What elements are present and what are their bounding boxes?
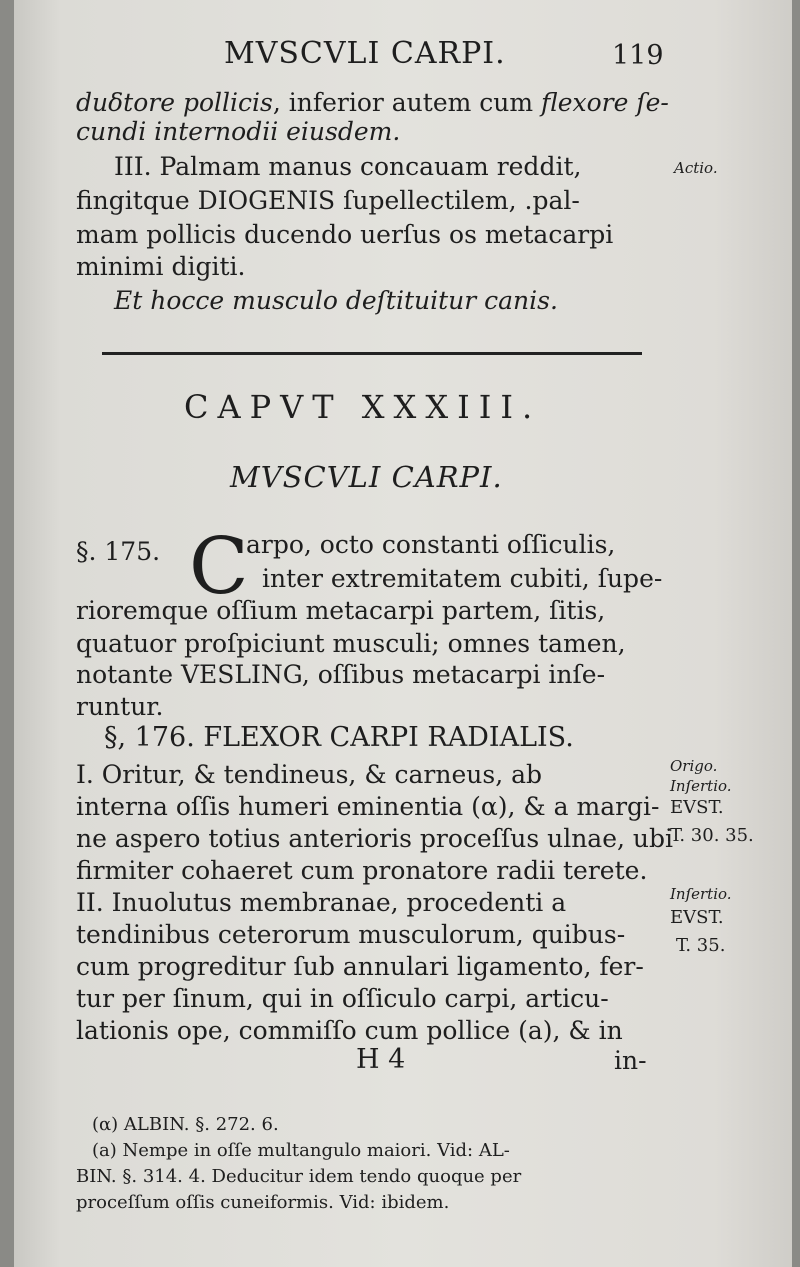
footnote: (α) ALBIN. §. 272. 6. — [92, 1114, 279, 1135]
text-line: I. Oritur, & tendineus, & carneus, ab — [76, 760, 543, 789]
text-line: cundi internodii eiusdem. — [76, 117, 401, 146]
text-line: tendinibus ceterorum musculorum, quibus- — [76, 920, 626, 949]
chapter-subtitle: MVSCVLI CARPI. — [230, 460, 503, 494]
text-line: III. Palmam manus concauam reddit, — [114, 152, 582, 181]
book-page — [14, 0, 792, 1267]
section-number: §. 175. — [76, 537, 161, 566]
text-line: notante VESLING, oſſibus metacarpi inſe- — [76, 660, 606, 689]
text-line: lationis ope, commiſſo cum pollice (a), & in — [76, 1016, 623, 1045]
catchword: in- — [614, 1046, 647, 1075]
margin-note-eust: EVST. — [670, 797, 724, 818]
text-line: firmiter cohaeret cum pronatore radii terete. — [76, 856, 648, 885]
text-line: rioremque oſſium metacarpi partem, ſitis, — [76, 596, 606, 625]
text-line: Et hocce musculo deſtituitur canis. — [114, 286, 558, 315]
text-line: tur per ſinum, qui in oſſiculo carpi, articu- — [76, 984, 609, 1013]
text-line: inter extremitatem cubiti, ſupe- — [262, 564, 663, 593]
text-line: fingitque DIOGENIS ſupellectilem, .pal- — [76, 186, 580, 215]
margin-note-insertio: Inſertio. — [670, 885, 732, 903]
text-line: II. Inuolutus membranae, procedenti a — [76, 888, 567, 917]
text-line: ne aspero totius anterioris proceſſus ulnae, ubi — [76, 824, 673, 853]
text-line: cum progreditur ſub annulari ligamento, fer- — [76, 952, 644, 981]
signature-mark: H 4 — [356, 1044, 406, 1075]
margin-note-tables: T. 35. — [676, 935, 726, 956]
text-line: quatuor proſpiciunt musculi; omnes tamen, — [76, 629, 626, 658]
text-line: arpo, octo constanti oſſiculis, — [246, 530, 616, 559]
margin-note-tables: T. 30. 35. — [670, 825, 754, 846]
chapter-title: CAPVT XXXIII. — [184, 388, 542, 426]
section-heading: §, 176. FLEXOR CARPI RADIALIS. — [104, 722, 574, 753]
text-line: interna oſſis humeri eminentia (α), & a margi- — [76, 792, 660, 821]
margin-note-eust: EVST. — [670, 907, 724, 928]
drop-capital: C — [189, 522, 249, 612]
text-line: minimi digiti. — [76, 252, 246, 281]
running-header: MVSCVLI CARPI. — [224, 36, 506, 71]
margin-note-actio: Actio. — [674, 159, 718, 177]
page-number: 119 — [612, 40, 664, 71]
margin-note-insertio: Inſertio. — [670, 777, 732, 795]
text-line: runtur. — [76, 692, 164, 721]
footnote: (a) Nempe in oſſe multangulo maiori. Vid: AL- — [92, 1140, 510, 1161]
margin-note-origo: Origo. — [670, 757, 718, 775]
text-line: mam pollicis ducendo uerſus os metacarpi — [76, 220, 614, 249]
text-line: duδtore pollicis, inferior autem cum flexore ſe- — [76, 88, 669, 117]
footnote: proceſſum oſſis cuneiformis. Vid: ibidem. — [76, 1192, 450, 1213]
footnote: BIN. §. 314. 4. Deducitur idem tendo quoque per — [76, 1166, 522, 1187]
section-divider — [102, 352, 642, 355]
